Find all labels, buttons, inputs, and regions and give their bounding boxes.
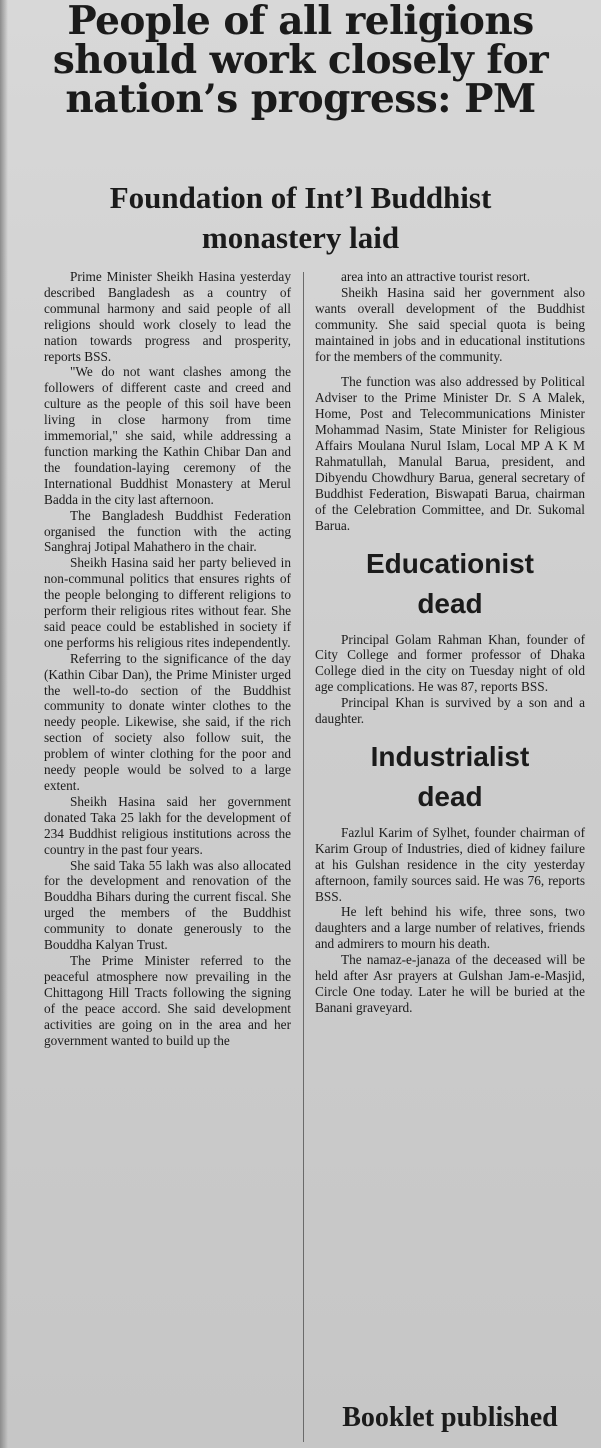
column-divider: [303, 272, 304, 1442]
obituary-paragraph: Principal Golam Rahman Khan, founder of City College and former professor of Dhaka College died in the city on Tuesday night of old age complications. He was 87, reports BSS.: [315, 631, 585, 695]
story-column-right: [315, 269, 585, 1016]
headline-line: nation’s progress: PM: [65, 76, 536, 122]
headline-line: dead: [417, 587, 483, 619]
story-column-left: [44, 269, 291, 1048]
story-paragraph: Sheikh Hasina said her party believed in non-communal politics that ensures rights of the people belonging to different religions to perform their religious rites without fear. She said peace could be established in society if one performs his religious rites independently.: [44, 555, 291, 650]
story-paragraph: The function was also addressed by Political Adviser to the Prime Minister Dr. S A Malek, Home, Post and Telecommunications Minister Mohammad Nasim, State Minister for Religious Affairs Moulana Nurul Islam, Local MP A K M Rahmatullah, Manulal Barua, president, and Dibyendu Chowdhury Barua, general secretary of Buddhist Federation, Biswapati Barua, chairman of the Celebration Committee, and Dr. Sukomal Barua.: [315, 374, 585, 533]
story-paragraph: Sheikh Hasina said her government donated Taka 25 lakh for the development of 234 Buddhist religious institutions across the country in the past four years.: [44, 793, 291, 857]
sub-headline: [0, 178, 601, 258]
headline-line: People of all religions: [67, 0, 534, 44]
subhead-line: Foundation of Int’l Buddhist: [109, 180, 492, 215]
obituary-paragraph: The namaz-e-janaza of the deceased will be held after Asr prayers at Gulshan Jam-e-Masjid, Circle One today. Later he will be buried at the Banani graveyard.: [315, 952, 585, 1015]
story-paragraph: The Bangladesh Buddhist Federation organised the function with the acting Sanghraj Jotipal Mahathero in the chair.: [44, 507, 291, 555]
headline-line: dead: [417, 780, 483, 812]
obituary-paragraph: He left behind his wife, three sons, two daughters and a large number of relatives, friends and admirers to mourn his death.: [315, 904, 585, 952]
headline-line: Industrialist: [370, 740, 530, 772]
booklet-headline: Booklet published: [342, 1402, 558, 1433]
obituary-paragraph: Principal Khan is survived by a son and a daughter.: [315, 695, 585, 727]
story-paragraph: She said Taka 55 lakh was also allocated for the development and renovation of the Bouddha Bihars during the current fiscal. She urged the members of the Buddhist community to donate generously to the Bouddha Kalyan Trust.: [44, 857, 291, 953]
story-paragraph: Prime Minister Sheikh Hasina yesterday described Bangladesh as a country of communal harmony and said people of all religions should work closely to lead the nation towards progress and prosperity, reports BSS.: [44, 269, 291, 364]
industrialist-headline: [315, 737, 585, 817]
headline-line: should work closely for: [52, 37, 549, 83]
story-paragraph: Referring to the significance of the day (Kathin Cibar Dan), the Prime Minister urged the well-to-do section of the Buddhist community to donate winter clothes to the needy people. Likewise, she said, if the rich section of society also follow suit, the problem of winter clothing for the poor and needy people would be solved to a large extent.: [44, 650, 291, 793]
story-paragraph: The Prime Minister referred to the peaceful atmosphere now prevailing in the Chittagong Hill Tracts following the signing of the peace accord. She said development activities are going on in the area and her government wanted to build up the: [44, 952, 291, 1048]
story-paragraph: area into an attractive tourist resort.: [341, 269, 531, 284]
headline-line: Educationist: [365, 547, 534, 579]
main-headline: [0, 0, 601, 122]
subhead-line: monastery laid: [201, 220, 400, 255]
story-paragraph: "We do not want clashes among the followers of different caste and creed and culture as the people of this soil have been living in close harmony from time immemorial," she said, while addressing a function marking the Kathin Chibar Dan and the foundation-laying ceremony of the International Buddhist Monastery at Merul Badda in the city last afternoon.: [44, 364, 291, 507]
story-paragraph: Sheikh Hasina said her government also wants overall development of the Buddhist community. She said special quota is being maintained in jobs and in educational institutions for the members of the community.: [315, 284, 585, 364]
educationist-headline: [315, 544, 585, 624]
obituary-paragraph: Fazlul Karim of Sylhet, founder chairman of Karim Group of Industries, died of kidney failure at his Gulshan residence in the city yesterday afternoon, family sources said. He was 76, reports BSS.: [315, 824, 585, 904]
